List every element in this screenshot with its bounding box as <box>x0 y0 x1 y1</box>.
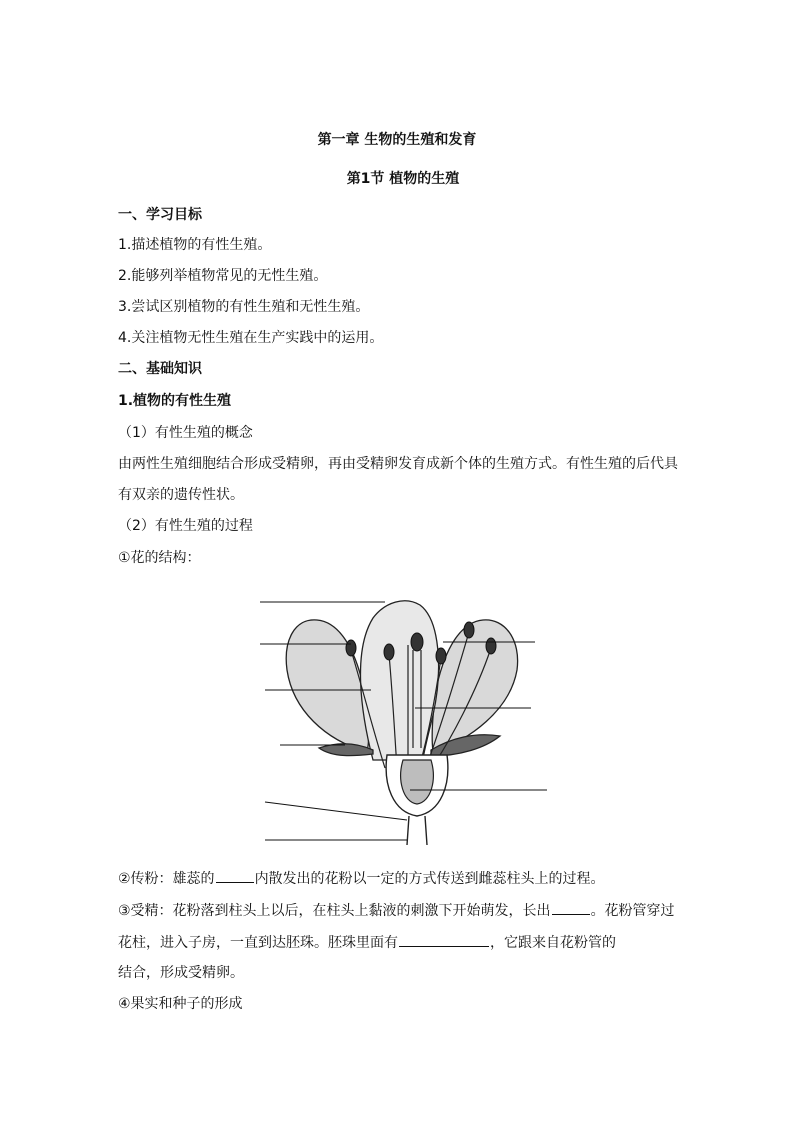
anther <box>384 644 394 660</box>
basics-heading: 二、基础知识 <box>118 361 202 377</box>
chapter-title: 第一章 生物的生殖和发育 <box>317 132 477 148</box>
pollen-tube-blank[interactable] <box>552 900 590 915</box>
section-title: 第1节 植物的生殖 <box>346 171 460 187</box>
fertilization-line: 结合，形成受精卵。 <box>118 965 244 981</box>
concept-text-line: 有双亲的遗传性状。 <box>118 487 244 503</box>
goal-item: 3.尝试区别植物的有性生殖和无性生殖。 <box>118 299 370 315</box>
fertilization-text: ，它跟来自花粉管的 <box>490 935 616 951</box>
fertilization-text: 花柱，进入子房，一直到达胚珠。胚珠里面有 <box>118 935 398 951</box>
pollination-line <box>118 868 605 889</box>
flower-structure-label: ①花的结构： <box>118 550 201 566</box>
pollination-text: ②传粉：雄蕊的 <box>118 871 215 887</box>
stigma <box>411 633 423 651</box>
fruit-seed-label: ④果实和种子的形成 <box>118 996 243 1012</box>
flower-stalk <box>407 816 427 845</box>
anther <box>436 648 446 664</box>
flower-structure-diagram <box>255 590 555 850</box>
anther <box>464 622 474 638</box>
fertilization-text: ③受精：花粉落到柱头上以后，在柱头上黏液的刺激下开始萌发，长出 <box>118 903 551 919</box>
anther <box>486 638 496 654</box>
left-petal <box>286 620 368 752</box>
goals-heading: 一、学习目标 <box>118 207 202 223</box>
right-petal <box>432 620 517 752</box>
pollination-blank[interactable] <box>216 868 254 883</box>
anther <box>346 640 356 656</box>
process-label: （2）有性生殖的过程 <box>118 518 253 534</box>
fertilization-line <box>118 932 616 953</box>
goal-item: 4.关注植物无性生殖在生产实践中的运用。 <box>118 330 384 346</box>
pollination-text: 内散发出的花粉以一定的方式传送到雌蕊柱头上的过程。 <box>254 871 605 887</box>
fertilization-line <box>118 900 675 921</box>
subsection-heading: 1.植物的有性生殖 <box>118 393 232 409</box>
goal-item: 1.描述植物的有性生殖。 <box>118 237 272 253</box>
concept-text-line: 由两性生殖细胞结合形成受精卵，再由受精卵发育成新个体的生殖方式。有性生殖的后代具 <box>118 456 678 472</box>
goal-item: 2.能够列举植物常见的无性生殖。 <box>118 268 328 284</box>
ovule-content-blank[interactable] <box>399 932 489 947</box>
concept-label: （1）有性生殖的概念 <box>118 425 253 441</box>
fertilization-text: 。花粉管穿过 <box>590 903 675 919</box>
